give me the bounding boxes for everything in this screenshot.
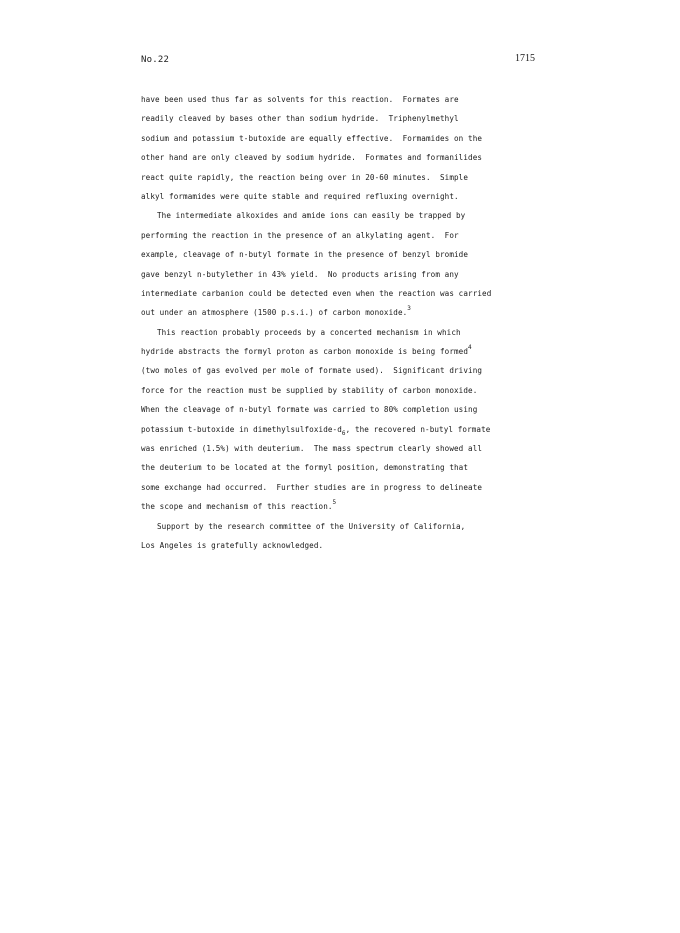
line-text: sodium and potassium t-butoxide are equally effective. Formamides on the xyxy=(141,133,483,143)
paragraph xyxy=(141,90,561,206)
line-text: Support by the research committee of the University of California, xyxy=(157,521,466,531)
line-text: This reaction probably proceeds by a concerted mechanism in which xyxy=(157,327,461,337)
text-line xyxy=(141,497,561,516)
line-text: readily cleaved by bases other than sodium hydride. Triphenylmethyl xyxy=(141,114,459,124)
paragraph xyxy=(141,323,561,517)
line-text: alkyl formamides were quite stable and required refluxing overnight. xyxy=(141,191,459,201)
text-line xyxy=(141,381,561,400)
text-line xyxy=(141,439,561,458)
article-body xyxy=(141,90,561,555)
line-text: was enriched (1.5%) with deuterium. The mass spectrum clearly showed all xyxy=(141,444,483,454)
footnote-reference: 4 xyxy=(468,344,472,352)
line-text: example, cleavage of n-butyl formate in the presence of benzyl bromide xyxy=(141,250,469,260)
journal-number: No.22 xyxy=(141,55,170,65)
text-line xyxy=(141,245,561,264)
subscript: 6 xyxy=(341,429,346,437)
line-text: (two moles of gas evolved per mole of formate used). Significant driving xyxy=(141,366,483,376)
line-text: potassium t-butoxide in dimethylsulfoxide-d xyxy=(141,424,342,434)
text-line xyxy=(141,109,561,128)
text-line xyxy=(141,187,561,206)
text-line xyxy=(141,420,561,439)
line-text: have been used thus far as solvents for this reaction. Formates are xyxy=(141,95,459,104)
line-text: force for the reaction must be supplied by stability of carbon monoxide. xyxy=(141,385,478,395)
text-line xyxy=(141,226,561,245)
text-line xyxy=(141,361,561,380)
footnote-reference: 5 xyxy=(332,499,337,507)
text-line xyxy=(141,303,561,322)
line-text: the deuterium to be located at the formyl position, demonstrating that xyxy=(141,463,469,473)
line-text: When the cleavage of n-butyl formate was carried to 80% completion using xyxy=(141,405,478,415)
text-line xyxy=(141,206,561,225)
text-line xyxy=(141,148,561,167)
line-text: The intermediate alkoxides and amide ions can easily be trapped by xyxy=(157,211,466,221)
text-line xyxy=(141,284,561,303)
footnote-reference: 3 xyxy=(407,305,412,313)
paragraph xyxy=(141,206,561,322)
line-text: the scope and mechanism of this reaction. xyxy=(141,502,333,512)
text-line xyxy=(141,536,561,555)
line-text: some exchange had occurred. Further studies are in progress to delineate xyxy=(141,482,483,492)
text-line xyxy=(141,342,561,361)
page-number: 1715 xyxy=(515,53,535,64)
line-text: out under an atmosphere (1500 p.s.i.) of carbon monoxide. xyxy=(141,308,408,318)
line-text: react quite rapidly, the reaction being over in 20-60 minutes. Simple xyxy=(141,172,469,182)
text-line xyxy=(141,265,561,284)
line-text-continued: , the recovered n-butyl formate xyxy=(345,424,491,434)
line-text: hydride abstracts the formyl proton as carbon monoxide is being formed xyxy=(141,347,469,357)
text-line xyxy=(141,478,561,497)
line-text: Los Angeles is gratefully acknowledged. xyxy=(141,540,324,550)
line-text: performing the reaction in the presence of an alkylating agent. For xyxy=(141,230,459,240)
text-line xyxy=(141,129,561,148)
text-line xyxy=(141,168,561,187)
text-line xyxy=(141,458,561,477)
paragraph xyxy=(141,517,561,556)
text-line xyxy=(141,323,561,342)
line-text: intermediate carbanion could be detected even when the reaction was carried xyxy=(141,288,492,298)
text-line xyxy=(141,90,561,109)
text-line xyxy=(141,400,561,419)
line-text: gave benzyl n-butylether in 43% yield. No products arising from any xyxy=(141,269,459,279)
text-line xyxy=(141,517,561,536)
line-text: other hand are only cleaved by sodium hydride. Formates and formanilides xyxy=(141,153,483,163)
